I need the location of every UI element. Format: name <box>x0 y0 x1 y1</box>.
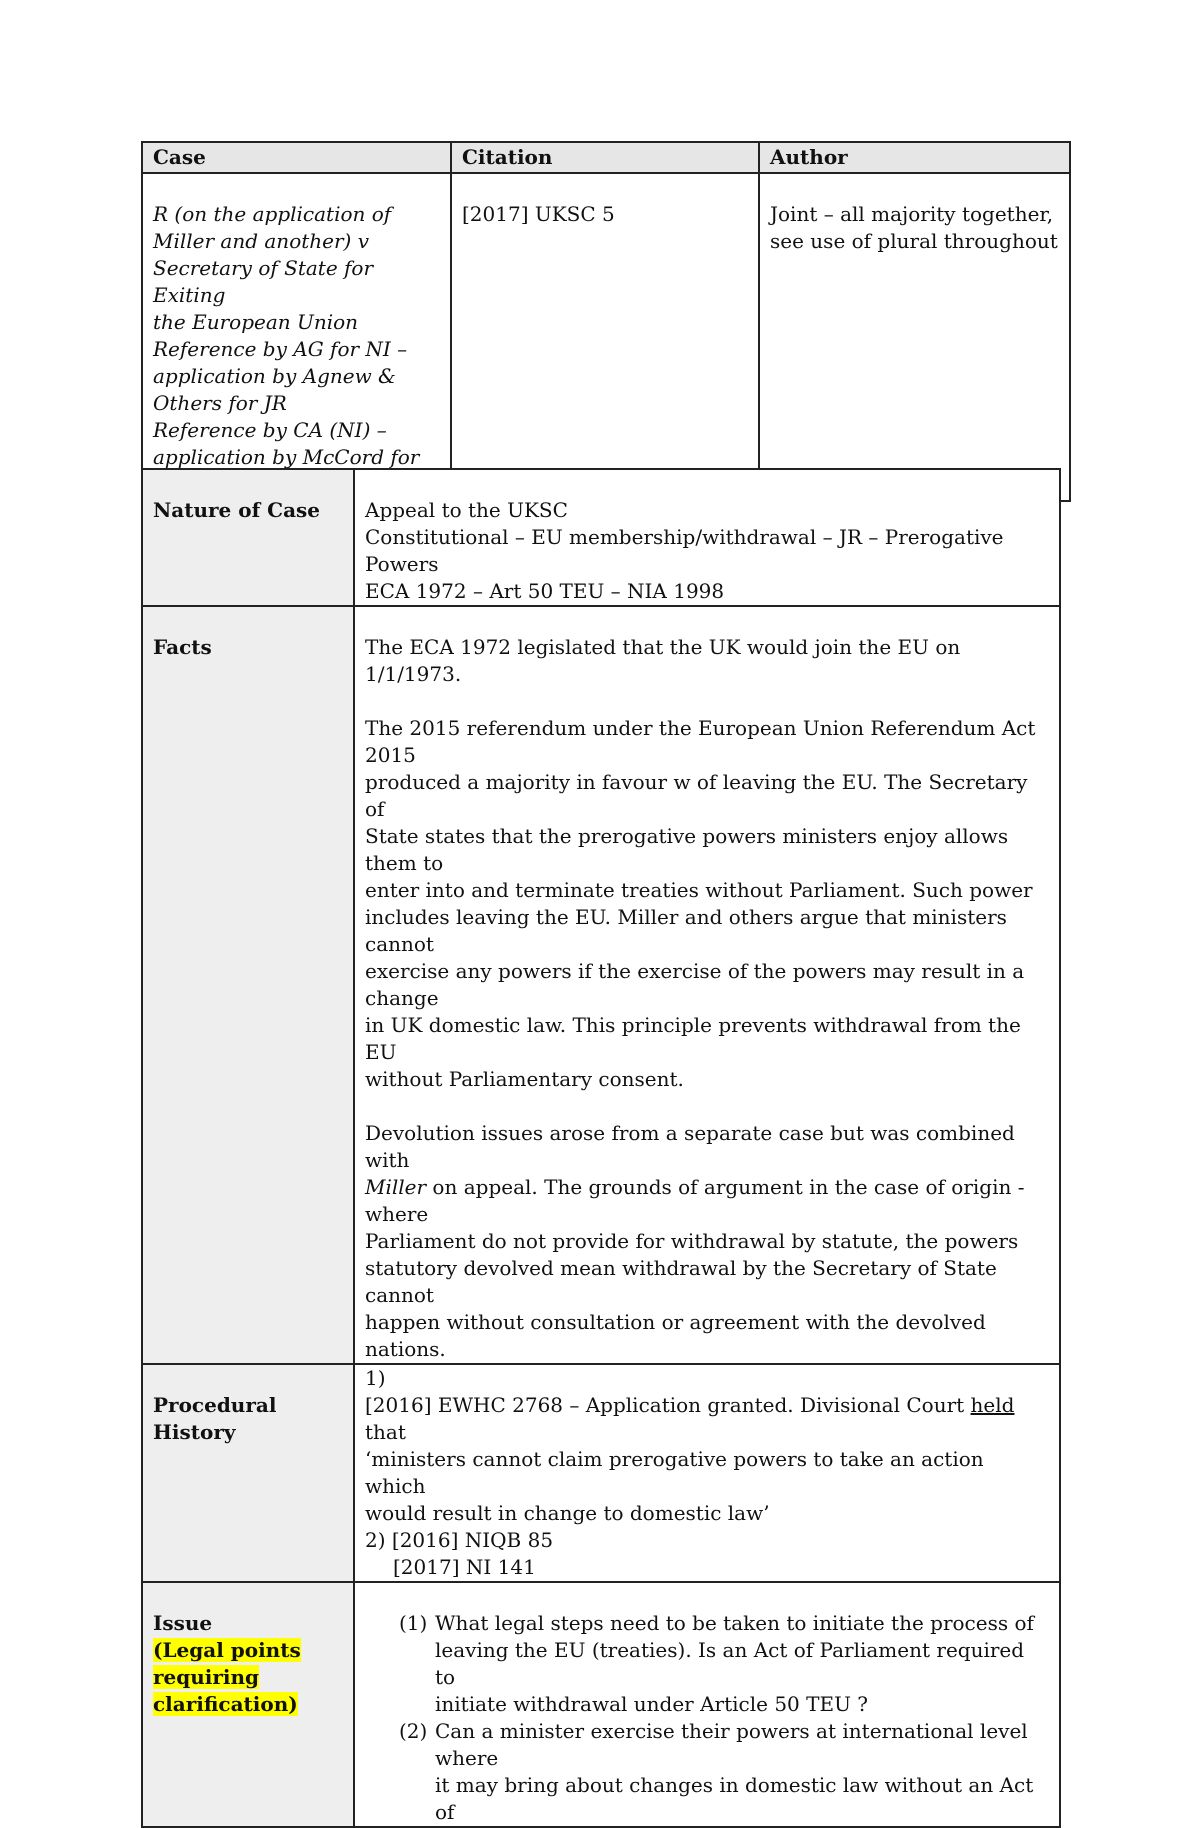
procedural-row <box>142 1364 1060 1582</box>
facts-row <box>142 606 1060 1364</box>
facts-line: statutory devolved mean withdrawal by the Secretary of State cannot <box>365 1256 997 1307</box>
issue-row <box>142 1582 1060 1827</box>
issue-line: it may bring about changes in domestic law without an Act of <box>435 1773 1034 1824</box>
facts-line: includes leaving the EU. Miller and others argue that ministers cannot <box>365 905 1007 956</box>
nature-label-cell <box>142 469 354 606</box>
nature-label: Nature of Case <box>153 498 321 522</box>
case-name-line: R (on the application of <box>153 202 392 226</box>
procedural-label: Procedural <box>153 1393 277 1417</box>
procedural-item-number: 1) <box>365 1366 386 1390</box>
facts-line: produced a majority in favour w of leaving the EU. The Secretary of <box>365 770 1028 821</box>
issue-label-cell <box>142 1582 354 1827</box>
facts-label: Facts <box>153 635 212 659</box>
issue-number: (2) <box>399 1719 428 1743</box>
case-name-line: Reference by AG for NI – <box>153 337 408 361</box>
issue-item <box>365 1718 1049 1826</box>
procedural-line: 2) [2016] NIQB 85 <box>365 1528 554 1552</box>
procedural-line: would result in change to domestic law’ <box>365 1501 770 1525</box>
facts-paragraph-2 <box>365 715 1049 1093</box>
facts-line: without Parliamentary consent. <box>365 1067 684 1091</box>
issue-label: Issue <box>153 1611 213 1635</box>
facts-line: The 2015 referendum under the European Union Referendum Act 2015 <box>365 716 1036 767</box>
citation-value: [2017] UKSC 5 <box>462 202 615 226</box>
issue-content-cell <box>354 1582 1060 1827</box>
issue-item <box>365 1610 1049 1718</box>
case-header-table <box>141 141 1071 502</box>
case-name-line: application by McCord for <box>153 445 420 469</box>
case-name-line: Secretary of State for Exiting <box>153 256 374 307</box>
procedural-line <box>365 1392 1049 1446</box>
case-brief-table <box>141 468 1061 1828</box>
facts-line: in UK domestic law. This principle prevents withdrawal from the EU <box>365 1013 1021 1064</box>
case-column-header: Case <box>142 142 451 173</box>
nature-line: Constitutional – EU membership/withdrawal – JR – Prerogative Powers <box>365 525 1004 576</box>
issue-line: What legal steps need to be taken to initiate the process of <box>435 1611 1034 1635</box>
procedural-content-cell <box>354 1364 1060 1582</box>
author-cell <box>759 173 1070 501</box>
citation-cell <box>451 173 759 501</box>
facts-label-cell <box>142 606 354 1364</box>
issue-number: (1) <box>399 1611 428 1635</box>
facts-paragraph-1: The ECA 1972 legislated that the UK would join the EU on 1/1/1973. <box>365 635 961 686</box>
case-name-line: Miller and another) v <box>153 229 370 253</box>
author-line: Joint – all majority together, <box>770 202 1054 226</box>
issue-highlight: requiring <box>153 1665 260 1689</box>
facts-line: State states that the prerogative powers ministers enjoy allows them to <box>365 824 1009 875</box>
case-name-line: Others for JR <box>153 391 287 415</box>
author-column-header: Author <box>759 142 1070 173</box>
facts-line: enter into and terminate treaties without Parliament. Such power <box>365 878 1033 902</box>
held-underlined: held <box>970 1393 1015 1417</box>
case-name-cell <box>142 173 451 501</box>
procedural-text: [2016] EWHC 2768 – Application granted. Divisional Court <box>365 1393 971 1417</box>
case-name-line: Reference by CA (NI) – <box>153 418 387 442</box>
procedural-line: [2017] NI 141 <box>393 1555 536 1579</box>
facts-paragraph-3 <box>365 1120 1049 1363</box>
procedural-label-cell <box>142 1364 354 1582</box>
procedural-text: that <box>365 1420 406 1444</box>
nature-content-cell <box>354 469 1060 606</box>
case-info-row <box>142 173 1070 501</box>
case-name-line: application by Agnew & <box>153 364 396 388</box>
header-row <box>142 142 1070 173</box>
facts-line: Devolution issues arose from a separate case but was combined with <box>365 1121 1015 1172</box>
facts-line: Parliament do not provide for withdrawal by statute, the powers <box>365 1229 1019 1253</box>
issue-highlight: (Legal points <box>153 1638 301 1662</box>
facts-line: happen without consultation or agreement with the devolved nations. <box>365 1310 986 1361</box>
issue-highlight: clarification) <box>153 1692 298 1716</box>
issue-line: initiate withdrawal under Article 50 TEU ? <box>435 1692 869 1716</box>
issue-line: leaving the EU (treaties). Is an Act of Parliament required to <box>435 1638 1025 1689</box>
procedural-line: ‘ministers cannot claim prerogative powers to take an action which <box>365 1447 984 1498</box>
citation-column-header: Citation <box>451 142 759 173</box>
miller-italic: Miller <box>365 1175 427 1199</box>
author-line: see use of plural throughout <box>770 229 1058 253</box>
facts-line <box>365 1174 1049 1228</box>
nature-line: Appeal to the UKSC <box>365 498 568 522</box>
paragraph-spacer <box>365 1093 1049 1120</box>
issue-line: Can a minister exercise their powers at international level where <box>435 1719 1028 1770</box>
facts-line-rest: on appeal. The grounds of argument in the case of origin - where <box>365 1175 1025 1226</box>
issue-list <box>365 1610 1049 1826</box>
nature-row <box>142 469 1060 606</box>
paragraph-spacer <box>365 688 1049 715</box>
nature-line: ECA 1972 – Art 50 TEU – NIA 1998 <box>365 579 725 603</box>
facts-line: exercise any powers if the exercise of the powers may result in a change <box>365 959 1025 1010</box>
procedural-label: History <box>153 1420 236 1444</box>
facts-content-cell <box>354 606 1060 1364</box>
case-name-line: the European Union <box>153 310 359 334</box>
